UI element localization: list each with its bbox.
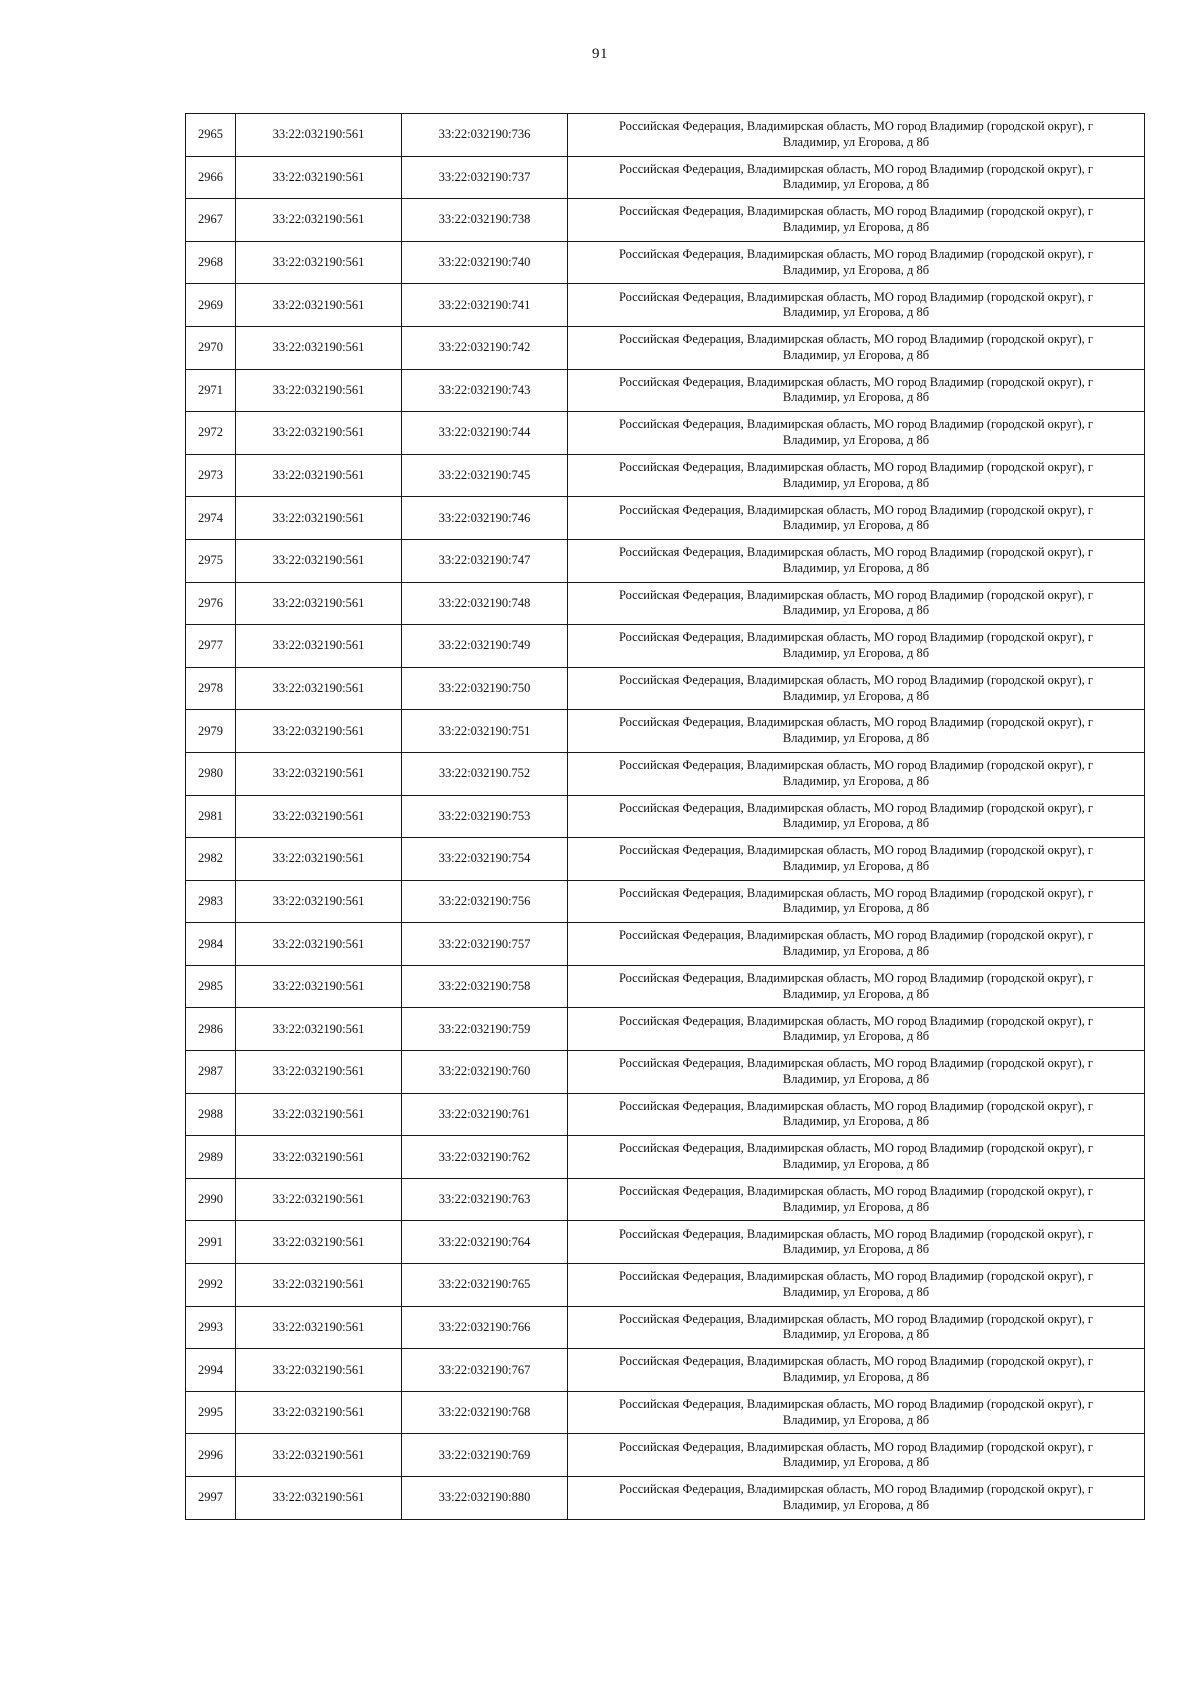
table-row [186, 199, 1145, 242]
row-number: 2989 [186, 1136, 236, 1179]
row-number: 2994 [186, 1349, 236, 1392]
address-cell [568, 1434, 1145, 1477]
address-cell [568, 1093, 1145, 1136]
cadastral-number-parent: 33:22:032190:561 [236, 199, 402, 242]
cadastral-number-object: 33:22:032190:748 [402, 582, 568, 625]
cadastral-number-parent: 33:22:032190:561 [236, 1051, 402, 1094]
address-line-1: Российская Федерация, Владимирская область, МО город Владимир (городской округ), г [618, 587, 1093, 602]
address-line-2: Владимир, ул Егорова, д 8б [782, 305, 930, 320]
row-number: 2974 [186, 497, 236, 540]
address-line-1: Российская Федерация, Владимирская область, МО город Владимир (городской округ), г [618, 1184, 1093, 1199]
row-number: 2966 [186, 156, 236, 199]
address-line-2: Владимир, ул Егорова, д 8б [782, 219, 930, 234]
address-cell [568, 1008, 1145, 1051]
table-row [186, 1051, 1145, 1094]
table-row [186, 965, 1145, 1008]
cadastral-number-object: 33:22:032190:753 [402, 795, 568, 838]
table-row [186, 369, 1145, 412]
cadastral-number-parent: 33:22:032190:561 [236, 625, 402, 668]
table-row [186, 1093, 1145, 1136]
table-row [186, 1306, 1145, 1349]
cadastral-number-object: 33:22:032190:768 [402, 1391, 568, 1434]
address-line-2: Владимир, ул Егорова, д 8б [782, 1199, 930, 1214]
cadastral-number-object: 33:22:032190:740 [402, 241, 568, 284]
address-line-2: Владимир, ул Егорова, д 8б [782, 1071, 930, 1086]
address-line-2: Владимир, ул Егорова, д 8б [782, 1370, 930, 1385]
address-line-2: Владимир, ул Егорова, д 8б [782, 134, 930, 149]
table-row [186, 284, 1145, 327]
address-line-1: Российская Федерация, Владимирская область, МО город Владимир (городской округ), г [618, 1396, 1093, 1411]
address-cell [568, 326, 1145, 369]
cadastral-number-object: 33:22:032190:763 [402, 1178, 568, 1221]
cadastral-number-parent: 33:22:032190:561 [236, 710, 402, 753]
address-line-2: Владимир, ул Егорова, д 8б [782, 731, 930, 746]
row-number: 2984 [186, 923, 236, 966]
cadastral-number-parent: 33:22:032190:561 [236, 1306, 402, 1349]
address-cell [568, 114, 1145, 157]
cadastral-number-parent: 33:22:032190:561 [236, 1477, 402, 1520]
address-line-2: Владимир, ул Егорова, д 8б [782, 177, 930, 192]
cadastral-number-parent: 33:22:032190:561 [236, 369, 402, 412]
address-line-1: Российская Федерация, Владимирская область, МО город Владимир (городской округ), г [618, 417, 1093, 432]
row-number: 2975 [186, 539, 236, 582]
row-number: 2990 [186, 1178, 236, 1221]
address-line-2: Владимир, ул Егорова, д 8б [782, 432, 930, 447]
address-line-2: Владимир, ул Егорова, д 8б [782, 1497, 930, 1512]
address-line-1: Российская Федерация, Владимирская область, МО город Владимир (городской округ), г [618, 1098, 1093, 1113]
cadastral-number-object: 33:22:032190:747 [402, 539, 568, 582]
row-number: 2985 [186, 965, 236, 1008]
row-number: 2986 [186, 1008, 236, 1051]
address-line-2: Владимир, ул Егорова, д 8б [782, 858, 930, 873]
cadastral-number-object: 33:22:032190:759 [402, 1008, 568, 1051]
row-number: 2992 [186, 1264, 236, 1307]
row-number: 2969 [186, 284, 236, 327]
row-number: 2993 [186, 1306, 236, 1349]
address-line-2: Владимир, ул Егорова, д 8б [782, 986, 930, 1001]
cadastral-number-object: 33:22:032190:764 [402, 1221, 568, 1264]
cadastral-number-parent: 33:22:032190:561 [236, 1349, 402, 1392]
cadastral-number-object: 33:22:032190:745 [402, 454, 568, 497]
cadastral-number-object: 33:22:032190:746 [402, 497, 568, 540]
address-cell [568, 965, 1145, 1008]
address-cell [568, 1349, 1145, 1392]
address-line-2: Владимир, ул Егорова, д 8б [782, 816, 930, 831]
address-line-2: Владимир, ул Егорова, д 8б [782, 645, 930, 660]
address-line-1: Российская Федерация, Владимирская область, МО город Владимир (городской округ), г [618, 928, 1093, 943]
row-number: 2976 [186, 582, 236, 625]
cadastral-number-parent: 33:22:032190:561 [236, 1434, 402, 1477]
row-number: 2971 [186, 369, 236, 412]
address-cell [568, 625, 1145, 668]
address-line-1: Российская Федерация, Владимирская область, МО город Владимир (городской округ), г [618, 545, 1093, 560]
address-cell [568, 284, 1145, 327]
cadastral-number-parent: 33:22:032190:561 [236, 1008, 402, 1051]
address-line-1: Российская Федерация, Владимирская область, МО город Владимир (городской округ), г [618, 332, 1093, 347]
row-number: 2980 [186, 752, 236, 795]
address-line-1: Российская Федерация, Владимирская область, МО город Владимир (городской округ), г [618, 1439, 1093, 1454]
cadastral-number-parent: 33:22:032190:561 [236, 1093, 402, 1136]
address-line-2: Владимир, ул Егорова, д 8б [782, 1412, 930, 1427]
address-line-2: Владимир, ул Егорова, д 8б [782, 1029, 930, 1044]
cadastral-number-object: 33:22:032190:765 [402, 1264, 568, 1307]
address-line-1: Российская Федерация, Владимирская область, МО город Владимир (городской округ), г [618, 672, 1093, 687]
cadastral-number-object: 33:22:032190:769 [402, 1434, 568, 1477]
page-number: 91 [592, 46, 608, 62]
table-row [186, 582, 1145, 625]
cadastral-number-parent: 33:22:032190:561 [236, 1221, 402, 1264]
address-line-1: Российская Федерация, Владимирская область, МО город Владимир (городской округ), г [618, 1056, 1093, 1071]
address-cell [568, 539, 1145, 582]
address-line-2: Владимир, ул Егорова, д 8б [782, 1327, 930, 1342]
cadastral-number-object: 33:22:032190:757 [402, 923, 568, 966]
address-cell [568, 369, 1145, 412]
cadastral-number-parent: 33:22:032190:561 [236, 539, 402, 582]
address-line-1: Российская Федерация, Владимирская область, МО город Владимир (городской округ), г [618, 246, 1093, 261]
address-cell [568, 1051, 1145, 1094]
address-cell [568, 1264, 1145, 1307]
table-row [186, 241, 1145, 284]
cadastral-number-object: 33:22:032190:738 [402, 199, 568, 242]
cadastral-number-parent: 33:22:032190:561 [236, 284, 402, 327]
cadastral-number-object: 33:22:032190:736 [402, 114, 568, 157]
row-number: 2977 [186, 625, 236, 668]
cadastral-number-object: 33:22:032190:762 [402, 1136, 568, 1179]
cadastral-number-object: 33:22:032190:737 [402, 156, 568, 199]
row-number: 2981 [186, 795, 236, 838]
address-line-1: Российская Федерация, Владимирская область, МО город Владимир (городской округ), г [618, 204, 1093, 219]
row-number: 2995 [186, 1391, 236, 1434]
table-row [186, 326, 1145, 369]
cadastral-number-object: 33:22:032190:743 [402, 369, 568, 412]
address-line-2: Владимир, ул Егорова, д 8б [782, 1114, 930, 1129]
table-row [186, 114, 1145, 157]
cadastral-number-object: 33:22:032190:756 [402, 880, 568, 923]
cadastral-number-parent: 33:22:032190:561 [236, 923, 402, 966]
address-cell [568, 710, 1145, 753]
cadastral-number-object: 33:22:032190:766 [402, 1306, 568, 1349]
row-number: 2965 [186, 114, 236, 157]
address-cell [568, 497, 1145, 540]
address-cell [568, 667, 1145, 710]
table-row [186, 1477, 1145, 1520]
cadastral-number-object: 33:22:032190:760 [402, 1051, 568, 1094]
cadastral-number-object: 33:22:032190:880 [402, 1477, 568, 1520]
cadastral-number-parent: 33:22:032190:561 [236, 582, 402, 625]
row-number: 2970 [186, 326, 236, 369]
table-body [186, 114, 1145, 1520]
table-row [186, 1221, 1145, 1264]
cadastral-number-object: 33:22:032190:761 [402, 1093, 568, 1136]
address-cell [568, 1477, 1145, 1520]
table-row [186, 795, 1145, 838]
address-line-1: Российская Федерация, Владимирская область, МО город Владимир (городской округ), г [618, 289, 1093, 304]
cadastral-number-object: 33:22:032190:741 [402, 284, 568, 327]
cadastral-number-parent: 33:22:032190:561 [236, 965, 402, 1008]
address-line-2: Владимир, ул Егорова, д 8б [782, 1157, 930, 1172]
row-number: 2978 [186, 667, 236, 710]
cadastral-number-object: 33:22:032190.752 [402, 752, 568, 795]
cadastral-number-parent: 33:22:032190:561 [236, 795, 402, 838]
table-row [186, 1349, 1145, 1392]
cadastral-number-parent: 33:22:032190:561 [236, 752, 402, 795]
cadastral-number-object: 33:22:032190:767 [402, 1349, 568, 1392]
table-row [186, 1136, 1145, 1179]
table-row [186, 838, 1145, 881]
address-line-1: Российская Федерация, Владимирская область, МО город Владимир (городской округ), г [618, 1354, 1093, 1369]
address-cell [568, 1136, 1145, 1179]
cadastral-number-object: 33:22:032190:749 [402, 625, 568, 668]
address-line-1: Российская Федерация, Владимирская область, МО город Владимир (городской округ), г [618, 502, 1093, 517]
cadastral-number-object: 33:22:032190:744 [402, 412, 568, 455]
address-line-2: Владимир, ул Егорова, д 8б [782, 475, 930, 490]
address-cell [568, 752, 1145, 795]
cadastral-number-parent: 33:22:032190:561 [236, 1264, 402, 1307]
cadastral-number-object: 33:22:032190:751 [402, 710, 568, 753]
address-cell [568, 923, 1145, 966]
address-cell [568, 1221, 1145, 1264]
address-line-2: Владимир, ул Егорова, д 8б [782, 901, 930, 916]
address-line-1: Российская Федерация, Владимирская область, МО город Владимир (городской округ), г [618, 630, 1093, 645]
row-number: 2983 [186, 880, 236, 923]
address-line-1: Российская Федерация, Владимирская область, МО город Владимир (городской округ), г [618, 1013, 1093, 1028]
table-row [186, 1434, 1145, 1477]
address-cell [568, 1178, 1145, 1221]
address-cell [568, 880, 1145, 923]
address-cell [568, 1391, 1145, 1434]
address-line-2: Владимир, ул Егорова, д 8б [782, 262, 930, 277]
cadastral-number-parent: 33:22:032190:561 [236, 1391, 402, 1434]
address-cell [568, 1306, 1145, 1349]
address-cell [568, 199, 1145, 242]
address-line-1: Российская Федерация, Владимирская область, МО город Владимир (городской округ), г [618, 800, 1093, 815]
row-number: 2996 [186, 1434, 236, 1477]
address-line-1: Российская Федерация, Владимирская область, МО город Владимир (городской округ), г [618, 1311, 1093, 1326]
cadastral-number-parent: 33:22:032190:561 [236, 838, 402, 881]
address-line-1: Российская Федерация, Владимирская область, МО город Владимир (городской округ), г [618, 1482, 1093, 1497]
row-number: 2987 [186, 1051, 236, 1094]
cadastral-number-parent: 33:22:032190:561 [236, 114, 402, 157]
cadastral-number-parent: 33:22:032190:561 [236, 880, 402, 923]
row-number: 2973 [186, 454, 236, 497]
table-row [186, 1178, 1145, 1221]
data-table [185, 113, 1145, 1520]
table-row [186, 454, 1145, 497]
cadastral-number-parent: 33:22:032190:561 [236, 412, 402, 455]
address-line-1: Российская Федерация, Владимирская область, МО город Владимир (городской округ), г [618, 1269, 1093, 1284]
address-line-1: Российская Федерация, Владимирская область, МО город Владимир (городской округ), г [618, 161, 1093, 176]
cadastral-number-parent: 33:22:032190:561 [236, 156, 402, 199]
address-cell [568, 241, 1145, 284]
address-line-1: Российская Федерация, Владимирская область, МО город Владимир (городской округ), г [618, 459, 1093, 474]
table-row [186, 1008, 1145, 1051]
address-line-2: Владимир, ул Егорова, д 8б [782, 1242, 930, 1257]
address-cell [568, 582, 1145, 625]
address-line-1: Российская Федерация, Владимирская область, МО город Владимир (городской округ), г [618, 715, 1093, 730]
address-line-2: Владимир, ул Егорова, д 8б [782, 773, 930, 788]
cadastral-number-object: 33:22:032190:758 [402, 965, 568, 1008]
address-line-1: Российская Федерация, Владимирская область, МО город Владимир (городской округ), г [618, 119, 1093, 134]
address-line-1: Российская Федерация, Владимирская область, МО город Владимир (городской округ), г [618, 843, 1093, 858]
table-row [186, 880, 1145, 923]
table-row [186, 923, 1145, 966]
address-cell [568, 156, 1145, 199]
row-number: 2972 [186, 412, 236, 455]
address-line-2: Владимир, ул Егорова, д 8б [782, 347, 930, 362]
address-line-2: Владимир, ул Егорова, д 8б [782, 560, 930, 575]
address-line-1: Российская Федерация, Владимирская область, МО город Владимир (городской округ), г [618, 885, 1093, 900]
row-number: 2979 [186, 710, 236, 753]
address-cell [568, 454, 1145, 497]
table-row [186, 752, 1145, 795]
address-cell [568, 795, 1145, 838]
address-line-2: Владимир, ул Егорова, д 8б [782, 1455, 930, 1470]
row-number: 2988 [186, 1093, 236, 1136]
table-row [186, 710, 1145, 753]
table-row [186, 1391, 1145, 1434]
cadastral-number-parent: 33:22:032190:561 [236, 667, 402, 710]
table-row [186, 412, 1145, 455]
table-row [186, 539, 1145, 582]
cadastral-number-parent: 33:22:032190:561 [236, 497, 402, 540]
row-number: 2967 [186, 199, 236, 242]
address-line-2: Владимир, ул Егорова, д 8б [782, 688, 930, 703]
address-cell [568, 412, 1145, 455]
address-cell [568, 838, 1145, 881]
row-number: 2982 [186, 838, 236, 881]
address-line-2: Владимир, ул Егорова, д 8б [782, 603, 930, 618]
cadastral-number-object: 33:22:032190:754 [402, 838, 568, 881]
address-line-1: Российская Федерация, Владимирская область, МО город Владимир (городской округ), г [618, 1226, 1093, 1241]
address-line-1: Российская Федерация, Владимирская область, МО город Владимир (городской округ), г [618, 758, 1093, 773]
address-line-2: Владимир, ул Егорова, д 8б [782, 1284, 930, 1299]
table-row [186, 1264, 1145, 1307]
address-line-2: Владимир, ул Егорова, д 8б [782, 518, 930, 533]
cadastral-number-parent: 33:22:032190:561 [236, 326, 402, 369]
address-line-1: Российская Федерация, Владимирская область, МО город Владимир (городской округ), г [618, 971, 1093, 986]
row-number: 2991 [186, 1221, 236, 1264]
cadastral-number-parent: 33:22:032190:561 [236, 454, 402, 497]
address-line-1: Российская Федерация, Владимирская область, МО город Владимир (городской округ), г [618, 1141, 1093, 1156]
row-number: 2997 [186, 1477, 236, 1520]
cadastral-number-parent: 33:22:032190:561 [236, 1178, 402, 1221]
table-row [186, 667, 1145, 710]
table-row [186, 156, 1145, 199]
row-number: 2968 [186, 241, 236, 284]
address-line-2: Владимир, ул Егорова, д 8б [782, 944, 930, 959]
table-row [186, 497, 1145, 540]
address-line-1: Российская Федерация, Владимирская область, МО город Владимир (городской округ), г [618, 374, 1093, 389]
table-row [186, 625, 1145, 668]
cadastral-number-object: 33:22:032190:742 [402, 326, 568, 369]
cadastral-number-parent: 33:22:032190:561 [236, 241, 402, 284]
cadastral-number-parent: 33:22:032190:561 [236, 1136, 402, 1179]
address-line-2: Владимир, ул Егорова, д 8б [782, 390, 930, 405]
cadastral-number-object: 33:22:032190:750 [402, 667, 568, 710]
